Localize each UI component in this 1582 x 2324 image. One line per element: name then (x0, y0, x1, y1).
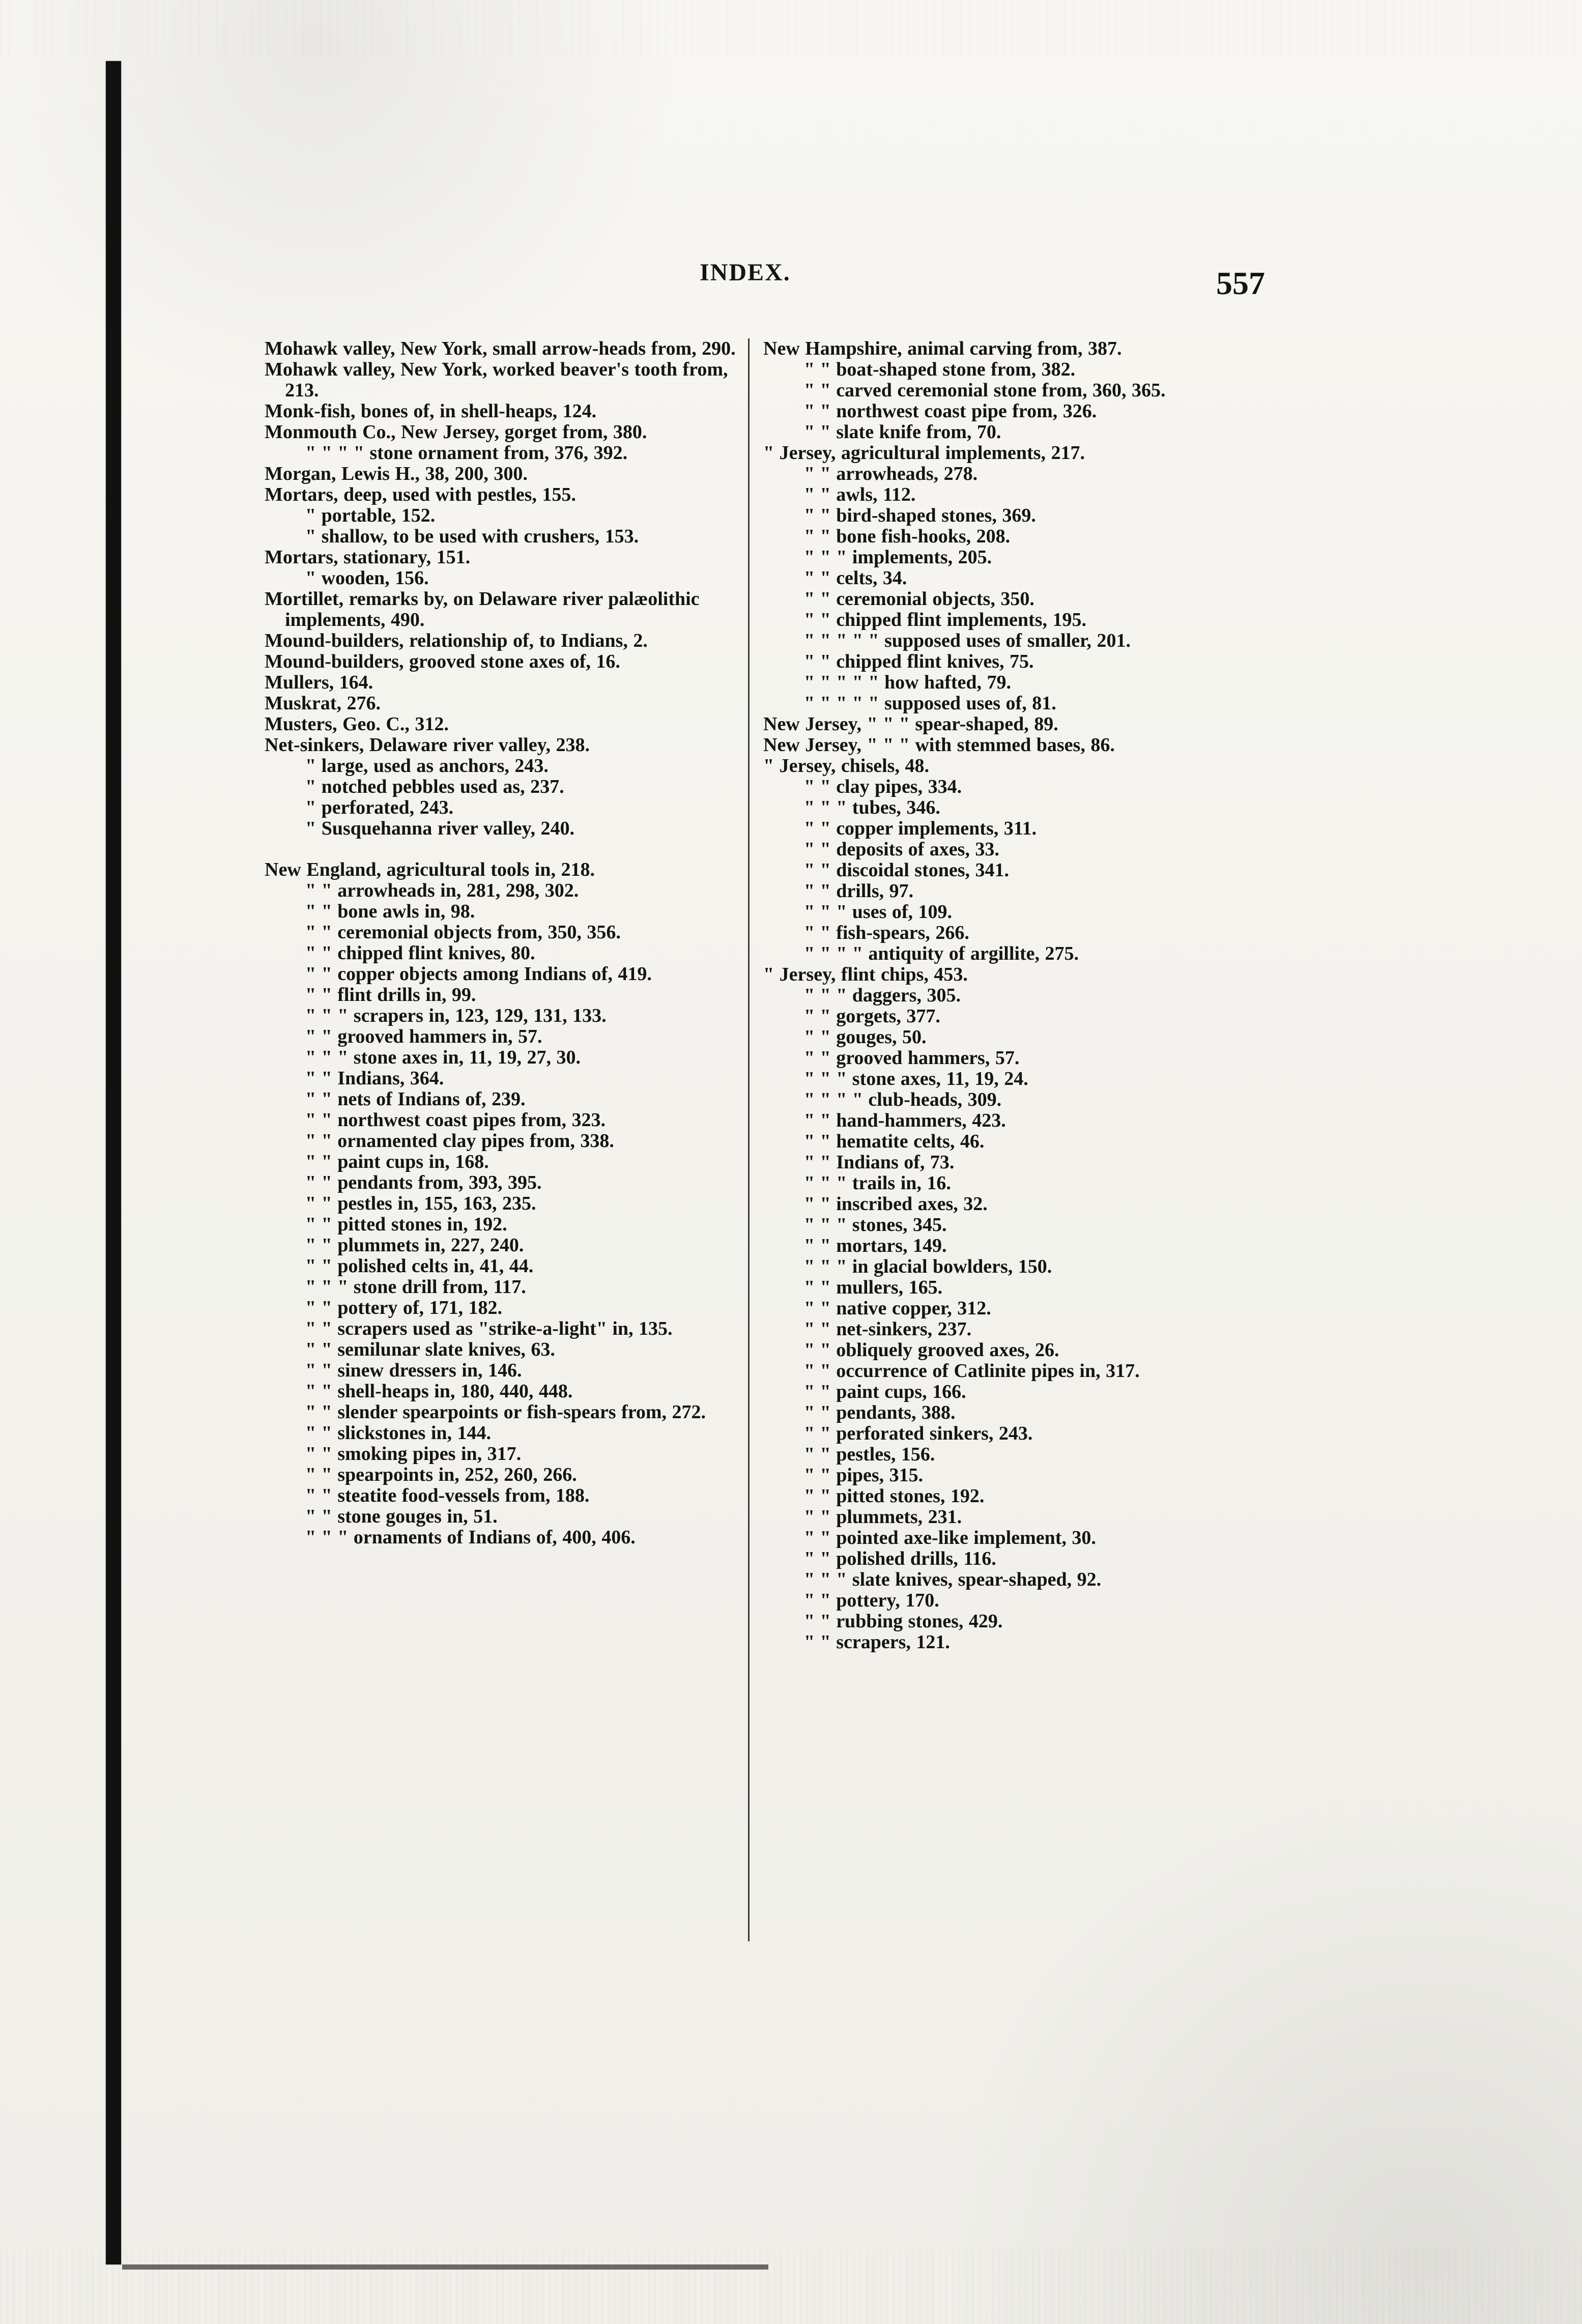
index-entry: Monk-fish, bones of, in shell-heaps, 124. (265, 400, 597, 422)
index-entry: " " scrapers, 121. (804, 1631, 950, 1653)
index-entry: " " native copper, 312. (804, 1298, 991, 1319)
index-entry: " wooden, 156. (305, 567, 429, 589)
index-entry: " " slickstones in, 144. (305, 1422, 492, 1444)
index-entry: " " " implements, 205. (804, 547, 992, 568)
index-entry: " " nets of Indians of, 239. (305, 1088, 526, 1110)
index-entry: " " drills, 97. (804, 880, 914, 902)
index-entry: " " paint cups in, 168. (305, 1151, 489, 1172)
index-entry: " " " trails in, 16. (804, 1172, 951, 1194)
index-entry: " " celts, 34. (804, 567, 907, 589)
index-entry: " " ornamented clay pipes from, 338. (305, 1130, 614, 1152)
index-entry: New Jersey, " " " with stemmed bases, 86. (763, 734, 1115, 756)
index-entry: Muskrat, 276. (265, 693, 381, 714)
index-entry: " " mortars, 149. (804, 1235, 947, 1256)
index-entry: " " " in glacial bowlders, 150. (804, 1256, 1052, 1277)
index-entry: " " hand-hammers, 423. (804, 1110, 1006, 1131)
index-entry: " " " " " supposed uses of, 81. (804, 693, 1056, 714)
index-entry: " " perforated sinkers, 243. (804, 1423, 1033, 1444)
index-entry: " " " scrapers in, 123, 129, 131, 133. (305, 1005, 607, 1026)
index-entry: " " chipped flint knives, 80. (305, 942, 535, 964)
index-entry: Mortars, deep, used with pestles, 155. (265, 484, 576, 505)
index-entry: " " arrowheads, 278. (804, 463, 978, 484)
scan-noise-top (0, 0, 1582, 56)
index-entry: " " pestles, 156. (804, 1444, 935, 1465)
index-entry: " " hematite celts, 46. (804, 1131, 985, 1152)
index-entry: " " ceremonial objects from, 350, 356. (305, 922, 621, 943)
index-entry: Mohawk valley, New York, small arrow-heads from, 290. (265, 338, 736, 359)
index-entry: Morgan, Lewis H., 38, 200, 300. (265, 463, 528, 484)
index-entry: " " " stone drill from, 117. (305, 1276, 526, 1298)
index-entry: " " copper objects among Indians of, 419. (305, 963, 652, 985)
index-entry: " " pottery, 170. (804, 1590, 939, 1611)
index-entry: Mortillet, remarks by, on Delaware river palæolithic implements, 490. (265, 588, 700, 630)
index-entry: " " chipped flint knives, 75. (804, 651, 1034, 672)
index-entry: " Jersey, agricultural implements, 217. (763, 442, 1085, 464)
index-entry: " large, used as anchors, 243. (305, 755, 549, 777)
index-column-left (265, 338, 738, 1548)
index-entry: " " " " " how hafted, 79. (804, 672, 1012, 693)
index-entry: " " " " " supposed uses of smaller, 201. (804, 630, 1131, 651)
index-entry: " " " " antiquity of argillite, 275. (804, 943, 1079, 964)
index-entry: " " boat-shaped stone from, 382. (804, 359, 1076, 380)
index-entry: " " pitted stones, 192. (804, 1485, 985, 1507)
index-entry: " " rubbing stones, 429. (804, 1611, 1003, 1632)
index-entry: " " chipped flint implements, 195. (804, 609, 1086, 630)
index-entry: " " " stones, 345. (804, 1214, 947, 1236)
index-entry: " " Indians of, 73. (804, 1152, 955, 1173)
index-entry: Musters, Geo. C., 312. (265, 713, 449, 735)
index-entry: " " occurrence of Catlinite pipes in, 317. (804, 1360, 1140, 1382)
index-entry: " " net-sinkers, 237. (804, 1318, 972, 1340)
index-entry: " " sinew dressers in, 146. (305, 1360, 522, 1381)
index-entry: " " " slate knives, spear-shaped, 92. (804, 1569, 1102, 1590)
index-entry: " " copper implements, 311. (804, 818, 1037, 839)
index-entry: " portable, 152. (305, 505, 436, 526)
index-entry: " " shell-heaps in, 180, 440, 448. (305, 1381, 573, 1402)
index-entry: " Susquehanna river valley, 240. (305, 818, 575, 839)
index-entry: Mound-builders, relationship of, to Indians, 2. (265, 630, 648, 651)
index-entry: " " flint drills in, 99. (305, 984, 476, 1006)
index-entry: " Jersey, chisels, 48. (763, 755, 929, 777)
page-number: 557 (1216, 265, 1265, 301)
index-entry: " " semilunar slate knives, 63. (305, 1339, 555, 1360)
index-entry: New Jersey, " " " spear-shaped, 89. (763, 713, 1058, 735)
index-entry: " " inscribed axes, 32. (804, 1193, 988, 1215)
running-head: INDEX. (700, 259, 791, 286)
column-divider (748, 338, 750, 1941)
index-entry: " " ceremonial objects, 350. (804, 588, 1034, 610)
index-entry: " " " " stone ornament from, 376, 392. (305, 442, 628, 464)
index-entry: " " scrapers used as "strike-a-light" in, 135. (305, 1318, 673, 1339)
index-entry: Mullers, 164. (265, 672, 373, 693)
index-entry: " " bird-shaped stones, 369. (804, 505, 1036, 526)
index-entry: " " pointed axe-like implement, 30. (804, 1527, 1096, 1548)
index-entry: " " pendants from, 393, 395. (305, 1172, 542, 1193)
index-entry: " " fish-spears, 266. (804, 922, 969, 943)
index-entry: " " gouges, 50. (804, 1026, 927, 1048)
binding-edge (106, 61, 121, 2264)
index-entry: " " discoidal stones, 341. (804, 859, 1010, 881)
index-entry: " " slender spearpoints or fish-spears from, 272. (305, 1401, 706, 1423)
index-entry: " " plummets, 231. (804, 1506, 962, 1528)
index-entry: Net-sinkers, Delaware river valley, 238. (265, 734, 590, 756)
index-entry: " " spearpoints in, 252, 260, 266. (305, 1464, 577, 1485)
index-entry: " " bone awls in, 98. (305, 901, 475, 922)
index-entry: Mound-builders, grooved stone axes of, 16. (265, 651, 620, 672)
index-entry: " Jersey, flint chips, 453. (763, 964, 968, 985)
index-entry: " " grooved hammers in, 57. (305, 1026, 542, 1047)
index-entry: " " gorgets, 377. (804, 1006, 940, 1027)
index-entry: " " northwest coast pipes from, 323. (305, 1109, 606, 1131)
index-entry: " " paint cups, 166. (804, 1381, 966, 1402)
index-entry: " " bone fish-hooks, 208. (804, 526, 1011, 547)
index-entry: " " pipes, 315. (804, 1465, 924, 1486)
index-entry: " " " daggers, 305. (804, 985, 961, 1006)
index-entry: Monmouth Co., New Jersey, gorget from, 380. (265, 421, 647, 443)
index-entry: " " plummets in, 227, 240. (305, 1235, 524, 1256)
index-entry: " " polished celts in, 41, 44. (305, 1255, 534, 1277)
index-entry: " " pitted stones in, 192. (305, 1214, 507, 1235)
index-entry: " " mullers, 165. (804, 1277, 943, 1298)
index-entry: " " " stone axes, 11, 19, 24. (804, 1068, 1028, 1089)
index-entry: New Hampshire, animal carving from, 387. (763, 338, 1122, 359)
index-entry: " " polished drills, 116. (804, 1548, 996, 1569)
index-entry: " " slate knife from, 70. (804, 421, 1001, 443)
index-entry: " " awls, 112. (804, 484, 916, 505)
index-entry: " " " ornaments of Indians of, 400, 406. (305, 1527, 636, 1548)
index-entry: " " pottery of, 171, 182. (305, 1297, 503, 1318)
index-entry: " " northwest coast pipe from, 326. (804, 400, 1097, 422)
index-entry: " " deposits of axes, 33. (804, 839, 999, 860)
index-entry: " " pendants, 388. (804, 1402, 956, 1423)
index-entry: " " carved ceremonial stone from, 360, 365. (804, 380, 1166, 401)
index-entry: " " Indians, 364. (305, 1068, 444, 1089)
index-entry: " " clay pipes, 334. (804, 776, 962, 797)
index-entry: " perforated, 243. (305, 797, 454, 818)
index-entry: New England, agricultural tools in, 218. (265, 859, 595, 880)
index-entry: " " " stone axes in, 11, 19, 27, 30. (305, 1047, 581, 1068)
index-entry: " " " uses of, 109. (804, 901, 953, 923)
index-column-right (763, 338, 1236, 1653)
index-entry: " " arrowheads in, 281, 298, 302. (305, 880, 579, 901)
index-entry: " " grooved hammers, 57. (804, 1047, 1020, 1069)
index-entry: " shallow, to be used with crushers, 153. (305, 526, 639, 547)
index-entry: " " stone gouges in, 51. (305, 1506, 498, 1527)
index-entry: " " " tubes, 346. (804, 797, 940, 818)
index-entry: " notched pebbles used as, 237. (305, 776, 564, 797)
index-entry: " " smoking pipes in, 317. (305, 1443, 522, 1465)
index-entry: " " " " club-heads, 309. (804, 1089, 1002, 1110)
index-entry: Mortars, stationary, 151. (265, 547, 471, 568)
index-entry: " " obliquely grooved axes, 26. (804, 1339, 1059, 1361)
index-entry: " " steatite food-vessels from, 188. (305, 1485, 590, 1506)
scan-noise-bottom (0, 2249, 1582, 2324)
index-entry: Mohawk valley, New York, worked beaver's tooth from, 213. (265, 359, 728, 401)
index-entry: " " pestles in, 155, 163, 235. (305, 1193, 536, 1214)
